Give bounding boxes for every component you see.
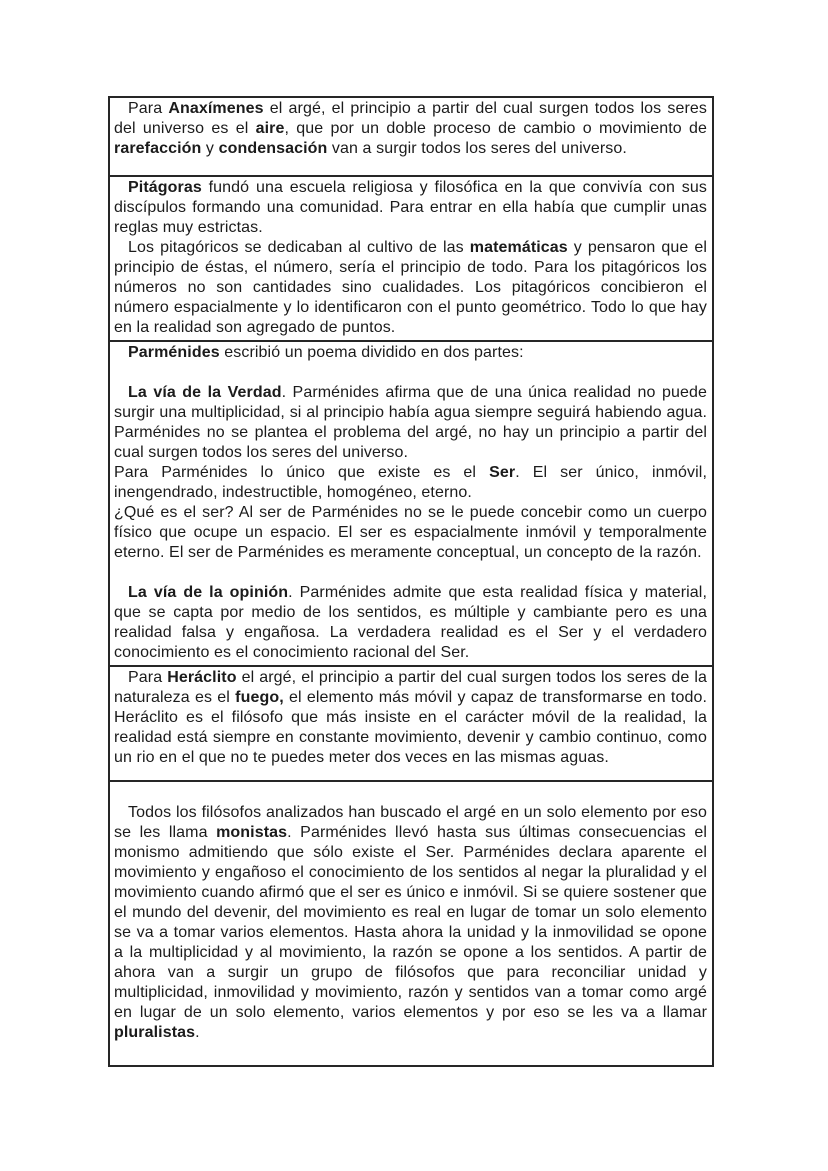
philosophy-notes-table: [108, 96, 714, 1067]
paragraph: Para Anaxímenes el argé, el principio a partir del cual surgen todos los seres del universo es el aire, que por un doble proceso de cambio o movimiento de rarefacción y condensación van a surgir todos los seres del universo.: [114, 100, 707, 157]
paragraph: Para Parménides lo único que existe es el Ser. El ser único, inmóvil, inengendrado, indestructible, homogéneo, eterno.: [114, 464, 707, 501]
paragraph: Los pitagóricos se dedicaban al cultivo de las matemáticas y pensaron que el principio de éstas, el número, sería el principio de todo. Para los pitagóricos los números no son cantidades sino cualidades. Los pitagóricos concibieron el número espacialmente y lo identificaron con el punto geométrico. Todo lo que hay en la realidad son agregado de puntos.: [114, 239, 708, 336]
table-row-monistas-pluralistas: [110, 780, 712, 1065]
paragraph: ¿Qué es el ser? Al ser de Parménides no se le puede concebir como un cuerpo físico que ocupe un espacio. El ser es espacialmente inmóvil y temporalmente eterno. El ser de Parménides es meramente conceptual, un concepto de la razón.: [114, 504, 707, 561]
paragraph: La vía de la Verdad. Parménides afirma que de una única realidad no puede surgir una multiplicidad, si al principio había agua siempre seguirá habiendo agua. Parménides no se plantea el problema del argé, no hay un principio a partir del cual surgen todos los seres del universo.: [114, 384, 707, 461]
paragraph: Pitágoras fundó una escuela religiosa y filosófica en la que convivía con sus discípulos formando una comunidad. Para entrar en ella había que cumplir unas reglas muy estrictas.: [114, 179, 707, 236]
table-row-parmenides: [110, 340, 712, 665]
table-row-pitagoras: [110, 175, 712, 340]
table-row-anaximenes: [110, 98, 712, 175]
paragraph: Parménides escribió un poema dividido en dos partes:: [128, 344, 524, 361]
paragraph: La vía de la opinión. Parménides admite que esta realidad física y material, que se capta por medio de los sentidos, es múltiple y cambiante pero es una realidad falsa y engañosa. La verdadera realidad es el Ser y el verdadero conocimiento es el conocimiento racional del Ser.: [114, 584, 707, 661]
table-row-heraclito: [110, 665, 712, 780]
paragraph: Todos los filósofos analizados han buscado el argé en un solo elemento por eso se les llama monistas. Parménides llevó hasta sus últimas consecuencias el monismo admitiendo que sólo existe el Ser. Parménides declara aparente el movimiento y engañoso el conocimiento de los sentidos al negar la pluralidad y el movimiento cuando afirmó que el ser es único e inmóvil. Si se quiere sostener que el mundo del devenir, del movimiento es real en lugar de tomar un solo elemento se va a tomar varios elementos. Hasta ahora la unidad y la inmovilidad se opone a la multiplicidad y al movimiento, la razón se opone a los sentidos. A partir de ahora van a surgir un grupo de filósofos que para reconciliar unidad y multiplicidad, inmovilidad y movimiento, razón y sentidos van a tomar como argé en lugar de un solo elemento, varios elementos y por eso se les va a llamar pluralistas.: [114, 804, 707, 1041]
paragraph: Para Heráclito el argé, el principio a partir del cual surgen todos los seres de la naturaleza es el fuego, el elemento más móvil y capaz de transformarse en todo. Heráclito es el filósofo que más insiste en el carácter móvil de la realidad, la realidad está siempre en constante movimiento, devenir y cambio continuo, como un rio en el que no te puedes meter dos veces en las mismas aguas.: [114, 669, 707, 766]
